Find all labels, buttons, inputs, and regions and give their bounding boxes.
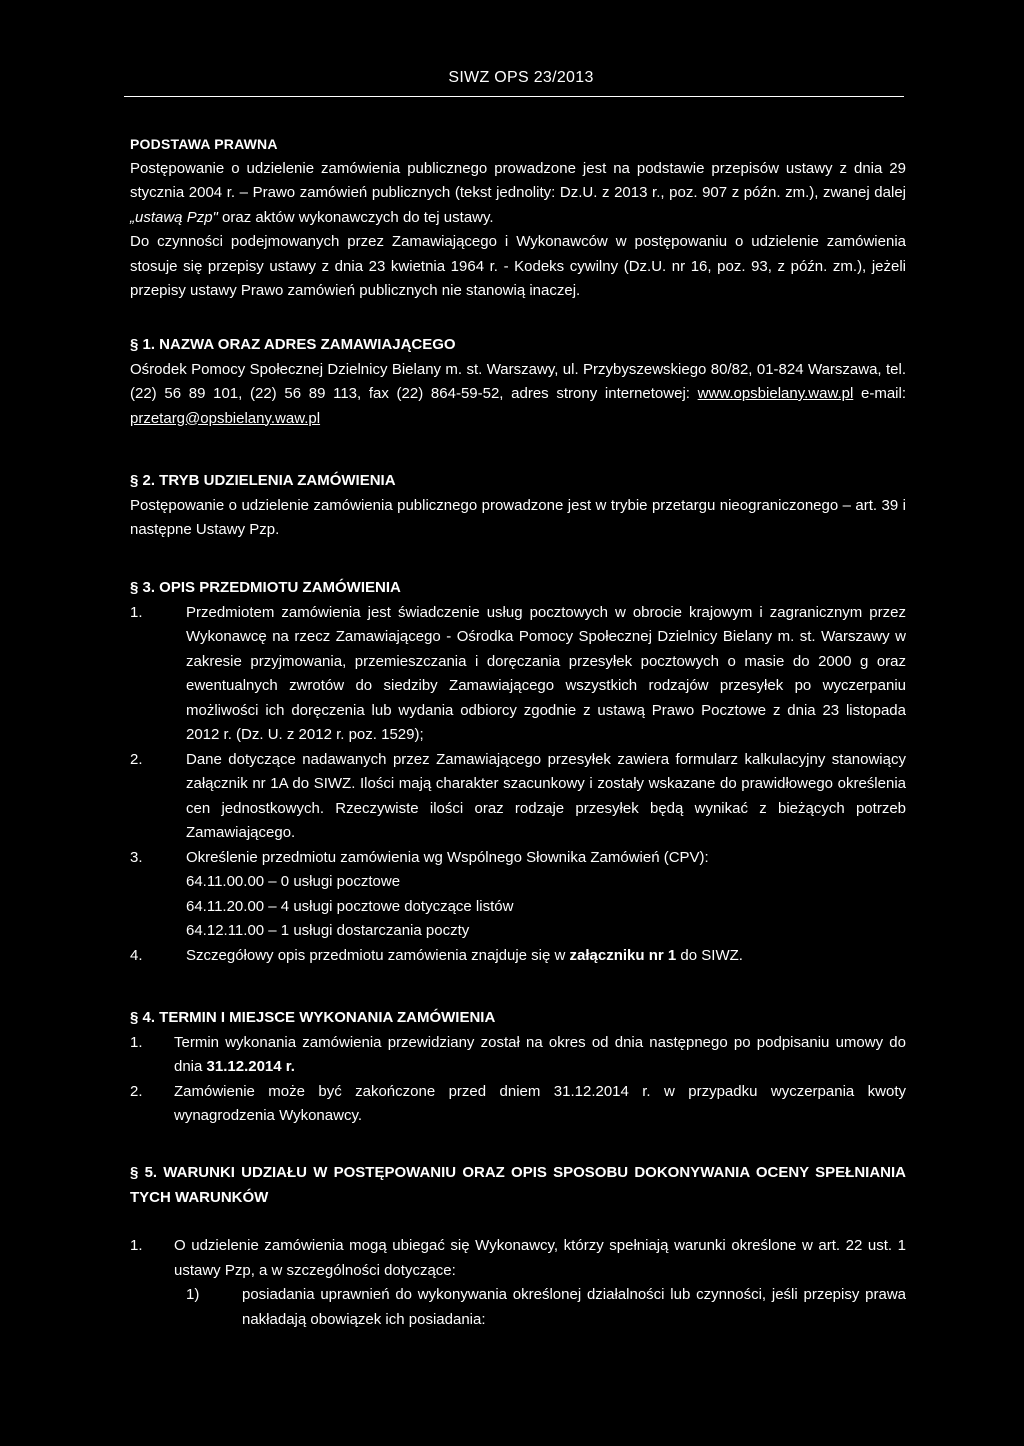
end-date: 31.12.2014 r. bbox=[206, 1058, 295, 1075]
legal-basis-text-a: Postępowanie o udzielenie zamówienia publicznego prowadzone jest na podstawie przepisów ustawy z dnia 29 stycznia 2004 r. – Prawo zamówień publicznych (tekst jednolity: Dz.U. z 2013 r., poz. 907 z późn. zm.), zwanej dalej bbox=[130, 159, 906, 201]
item-text: Określenie przedmiotu zamówienia wg Wspólnego Słownika Zamówień (CPV): bbox=[186, 848, 709, 866]
cpv-code: 64.12.11.00 – 1 usługi dostarczania poczty bbox=[186, 922, 470, 939]
item-number: 1. bbox=[130, 603, 143, 621]
legal-basis-section bbox=[130, 132, 906, 304]
sub-item-text: posiadania uprawnień do wykonywania określonej działalności lub czynności, jeśli przepisy prawa nakładają obowiązek ich posiadania: bbox=[242, 1286, 906, 1328]
cpv-code: 64.11.20.00 – 4 usługi pocztowe dotyczące listów bbox=[186, 897, 514, 915]
address-text: Ośrodek Pomocy Społecznej Dzielnicy Bielany m. st. Warszawy, ul. Przybyszewskiego 80/82, 01-824 Warszawa, tel. (22) 56 89 101, (22) 56 89 113, fax (22) 864-59-52, adres strony internetowej: bbox=[130, 360, 906, 402]
item-number: 2. bbox=[130, 750, 143, 768]
section-1 bbox=[130, 333, 906, 431]
item-text: Dane dotyczące nadawanych przez Zamawiającego przesyłek zawiera formularz kalkulacyjny stanowiący załącznik nr 1A do SIWZ. Ilości mają charakter szacunkowy i zostały wskazane do prawidłowego określenia cen jednostkowych. Rzeczywiste ilości oraz rodzaje przesyłek będą wynikać z bieżących potrzeb Zamawiającego. bbox=[186, 750, 906, 841]
item-number: 2. bbox=[130, 1082, 143, 1100]
section-5-heading: § 5. WARUNKI UDZIAŁU W POSTĘPOWANIU ORAZ OPIS SPOSOBU DOKONYWANIA OCENY SPEŁNIANIA TYCH WARUNKÓW bbox=[130, 1164, 906, 1206]
legal-basis-term: „ustawą Pzp" bbox=[130, 208, 218, 226]
contracting-authority-address bbox=[130, 358, 906, 432]
item-text: Przedmiotem zamówienia jest świadczenie usług pocztowych w obrocie krajowym i zagranicznym przez Wykonawcę na rzecz Zamawiającego - Ośrodka Pomocy Społecznej Dzielnicy Bielany m. st. Warszawy w zakresie przyjmowania, przemieszczania i doręczania przesyłek pocztowych o masie do 2000 g oraz ewentualnych zwrotów do siedziby Zamawiającego wszystkich rodzajów przesyłek po wyczerpaniu możliwości ich doręczenia lub wydania odbiorcy zgodnie z ustawą Prawo Pocztowe z dnia 23 listopada 2012 r. (Dz. U. z 2012 r. poz. 1529); bbox=[186, 603, 906, 743]
item-number: 1. bbox=[130, 1033, 143, 1051]
legal-basis-paragraph-2: Do czynności podejmowanych przez Zamawiającego i Wykonawców w postępowaniu o udzielenie zamówienia stosuje się przepisy ustawy z dnia 23 kwietnia 1964 r. - Kodeks cywilny (Dz.U. nr 16, poz. 93, z późn. zm.), jeżeli przepisy ustawy Prawo zamówień publicznych nie stanowią inaczej. bbox=[130, 233, 906, 299]
list-item bbox=[130, 748, 906, 846]
list-item bbox=[130, 1031, 906, 1080]
attachment-reference: załączniku nr 1 bbox=[569, 946, 677, 964]
procedure-mode-text: Postępowanie o udzielenie zamówienia publicznego prowadzone jest w trybie przetargu nieograniczonego – art. 39 i następne Ustawy Pzp. bbox=[130, 496, 906, 538]
legal-basis-paragraph-1 bbox=[130, 157, 906, 231]
legal-basis-text-c: oraz aktów wykonawczych do tej ustawy. bbox=[217, 208, 494, 226]
item-text: Termin wykonania zamówienia przewidziany został na okres od dnia następnego po podpisaniu umowy do dnia bbox=[174, 1033, 906, 1075]
item-text-end: do SIWZ. bbox=[676, 946, 743, 964]
list-item bbox=[130, 601, 906, 748]
section-3-heading: § 3. OPIS PRZEDMIOTU ZAMÓWIENIA bbox=[130, 579, 401, 596]
section-2 bbox=[130, 469, 906, 543]
section-4-heading: § 4. TERMIN I MIEJSCE WYKONANIA ZAMÓWIENIA bbox=[130, 1009, 496, 1026]
cpv-code-list bbox=[130, 870, 906, 944]
website-link[interactable]: www.opsbielany.waw.pl bbox=[697, 385, 854, 402]
section-3 bbox=[130, 576, 906, 968]
section-4 bbox=[130, 1006, 906, 1129]
list-item bbox=[130, 1080, 906, 1129]
item-number: 4. bbox=[130, 946, 143, 964]
item-number: 3. bbox=[130, 848, 143, 866]
email-label: e-mail: bbox=[853, 385, 906, 402]
section-2-heading: § 2. TRYB UDZIELENIA ZAMÓWIENIA bbox=[130, 472, 396, 489]
section-1-heading: § 1. NAZWA ORAZ ADRES ZAMAWIAJĄCEGO bbox=[130, 336, 456, 353]
item-text: O udzielenie zamówienia mogą ubiegać się Wykonawcy, którzy spełniają warunki określone w art. 22 ust. 1 ustawy Pzp, a w szczególności dotyczące: bbox=[174, 1237, 906, 1279]
list-item bbox=[130, 846, 906, 871]
item-number: 1. bbox=[130, 1237, 143, 1254]
section-5 bbox=[130, 1161, 906, 1332]
cpv-code: 64.11.00.00 – 0 usługi pocztowe bbox=[186, 873, 401, 890]
spacer bbox=[130, 1210, 906, 1234]
sub-list-item bbox=[130, 1283, 906, 1332]
legal-basis-heading: PODSTAWA PRAWNA bbox=[130, 136, 278, 152]
sub-item-number: 1) bbox=[186, 1286, 200, 1303]
list-item bbox=[130, 944, 906, 969]
item-text: Zamówienie może być zakończone przed dniem 31.12.2014 r. w przypadku wyczerpania kwoty wynagrodzenia Wykonawcy. bbox=[174, 1082, 906, 1124]
document-reference: SIWZ OPS 23/2013 bbox=[448, 69, 594, 86]
header-divider bbox=[124, 96, 904, 97]
item-text: Szczegółowy opis przedmiotu zamówienia znajduje się w bbox=[186, 946, 570, 964]
list-item bbox=[130, 1234, 906, 1283]
email-link[interactable]: przetarg@opsbielany.waw.pl bbox=[130, 409, 321, 427]
